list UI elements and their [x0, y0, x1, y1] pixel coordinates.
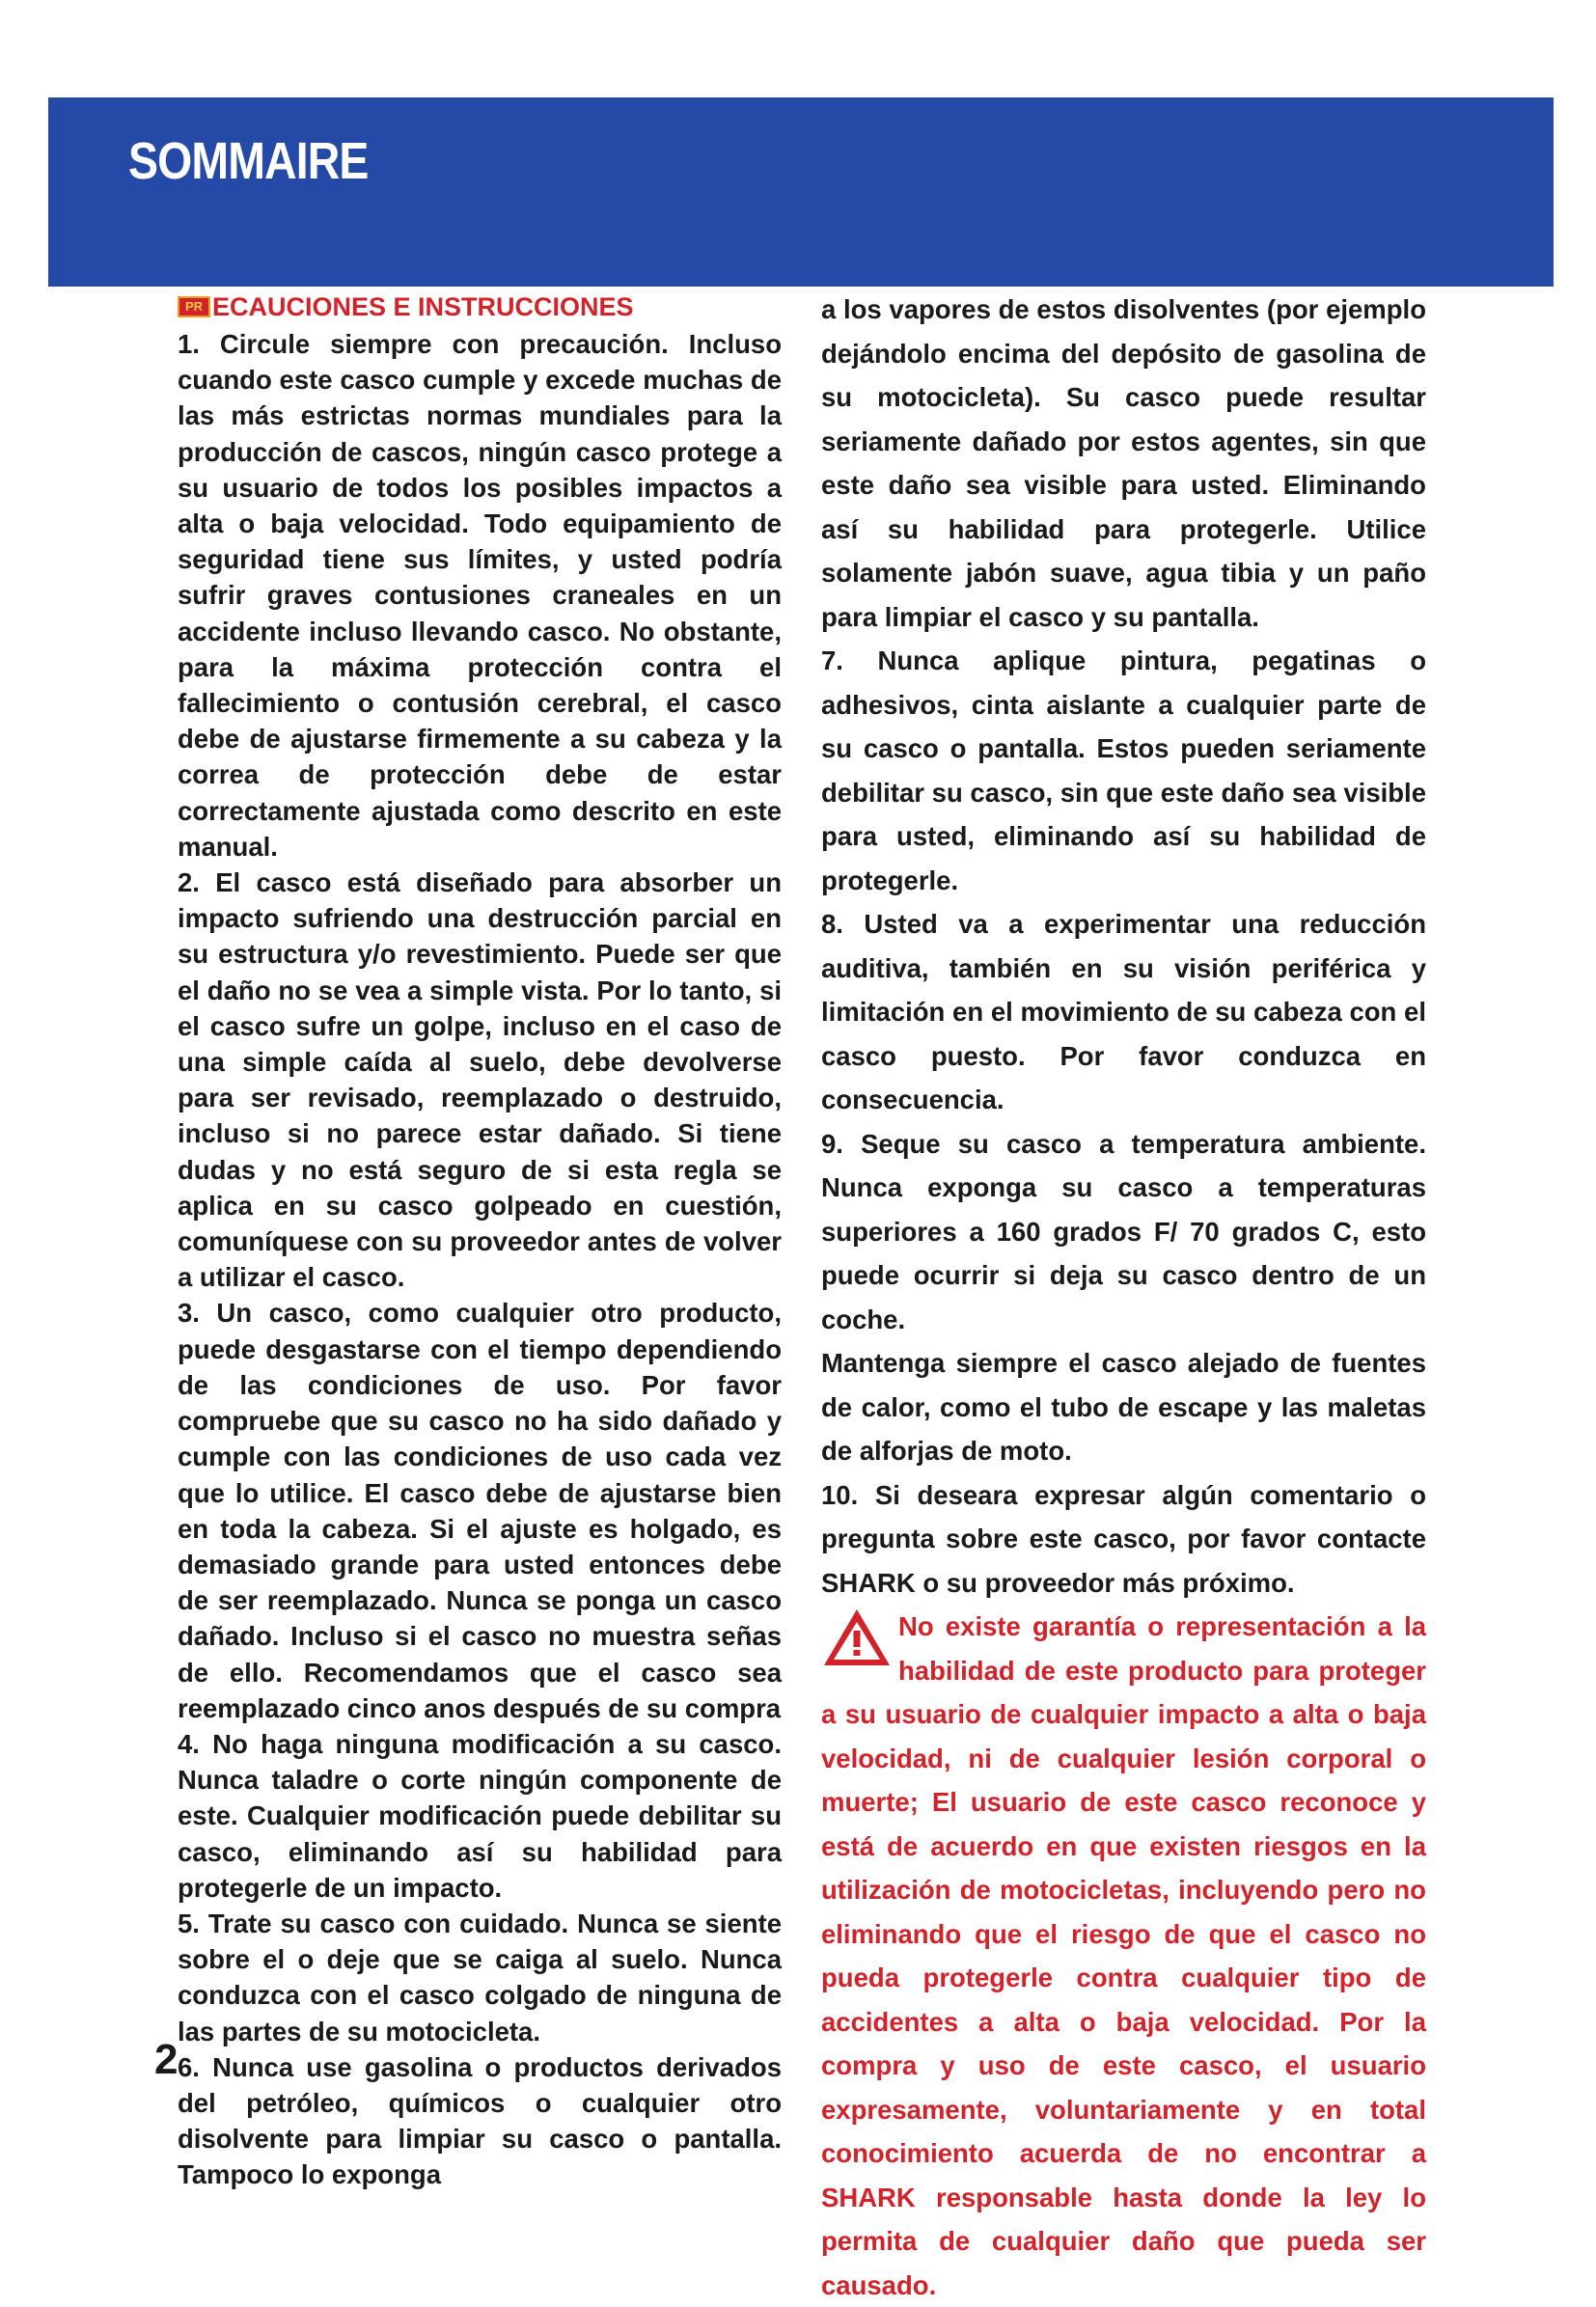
- warning-triangle-icon: [821, 1607, 893, 1668]
- section-heading-text: ECAUCIONES E INSTRUCCIONES: [212, 292, 634, 321]
- instruction-paragraph: 3. Un casco, como cualquier otro producto, puede desgastarse con el tiempo dependiendo de las condiciones de uso. Por favor compruebe que su casco no ha sido dañado y cumple con las condiciones de uso cada vez que lo utilice. El casco debe de ajustarse bien en toda la cabeza. Si el ajuste es holgado, es demasiado grande para usted entonces debe de ser reemplazado. Nunca se ponga un casco dañado. Incluso si el casco no muestra señas de ello. Recomendamos que el casco sea reemplazado cinco anos después de su compra: [178, 1298, 782, 1723]
- instruction-paragraph: 1. Circule siempre con precaución. Incluso cuando este casco cumple y excede muchas de las más estrictas normas mundiales para la producción de cascos, ningún casco protege a su usuario de todos los posibles impactos a alta o baja velocidad. Todo equipamiento de seguridad tiene sus límites, y usted podría sufrir graves contusiones craneales en un accidente incluso llevando casco. No obstante, para la máxima protección contra el fallecimiento o contusión cerebral, el casco debe de ajustarse firmemente a su cabeza y la correa de protección debe de estar correctamente ajustada como descrito en este manual.: [178, 329, 782, 862]
- instruction-paragraph: 6. Nunca use gasolina o productos derivados del petróleo, químicos o cualquier otro disolvente para limpiar su casco o pantalla. Tampoco lo exponga: [178, 2051, 782, 2190]
- instruction-paragraph: Mantenga siempre el casco alejado de fuentes de calor, como el tubo de escape y las maletas de alforjas de moto.: [821, 1348, 1426, 1466]
- warning-block: [821, 1605, 1426, 2307]
- instruction-paragraph: 2. El casco está diseñado para absorber un impacto sufriendo una destrucción parcial en su estructura y/o revestimiento. Puede ser que el daño no se vea a simple vista. Por lo tanto, si el casco sufre un golpe, incluso en el caso de una simple caída al suelo, debe devolverse para ser revisado, reemplazado o destruido, incluso si no parece estar dañado. Si tiene dudas y no está seguro de si esta regla se aplica en su casco golpeado en cuestión, comuníquese con su proveedor antes de volver a utilizar el casco.: [178, 867, 782, 1293]
- pr-logo-icon: PR: [178, 296, 210, 317]
- instruction-paragraph: 7. Nunca aplique pintura, pegatinas o adhesivos, cinta aislante a cualquier parte de su casco o pantalla. Estos pueden seriamente debilitar su casco, sin que este daño sea visible para usted, eliminando así su habilidad de protegerle.: [821, 645, 1426, 895]
- instruction-paragraph: a los vapores de estos disolventes (por ejemplo dejándolo encima del depósito de gasolina de su motocicleta). Su casco puede resultar seriamente dañado por estos agentes, sin que este daño sea visible para usted. Eliminando así su habilidad para protegerle. Utilice solamente jabón suave, agua tibia y un paño para limpiar el casco y su pantalla.: [821, 294, 1426, 632]
- instruction-paragraph: 10. Si deseara expresar algún comentario o pregunta sobre este casco, por favor contacte SHARK o su proveedor más próximo.: [821, 1479, 1426, 1598]
- page-number: 2: [154, 2036, 179, 2083]
- right-column: [821, 288, 1426, 2307]
- page-title: SOMMAIRE: [128, 132, 369, 190]
- warning-text: No existe garantía o representación a la habilidad de este producto para proteger a su usuario de cualquier impacto a alta o baja velocidad, ni de cualquier lesión corporal o muerte; El usuario de este casco reconoce y está de acuerdo en que existen riesgos en la utilización de motocicletas, incluyendo pero no eliminando que el riesgo de que el casco no pueda protegerle contra cualquier tipo de accidentes a alta o baja velocidad. Por la compra y uso de este casco, el usuario expresamente, voluntariamente y en total conocimiento acuerda de no encontrar a SHARK responsable hasta donde la ley lo permita de cualquier daño que pueda ser causado.: [821, 1611, 1426, 2300]
- section-heading: [178, 288, 782, 326]
- instruction-paragraph: 9. Seque su casco a temperatura ambiente. Nunca exponga su casco a temperaturas superiores a 160 grados F/ 70 grados C, esto puede ocurrir si deja su casco dentro de un coche.: [821, 1128, 1426, 1334]
- instruction-paragraph: 8. Usted va a experimentar una reducción auditiva, también en su visión periférica y limitación en el movimiento de su cabeza con el casco puesto. Por favor conduzca en consecuencia.: [821, 909, 1426, 1114]
- header-band: [48, 97, 1554, 287]
- instruction-paragraph: 5. Trate su casco con cuidado. Nunca se siente sobre el o deje que se caiga al suelo. Nunca conduzca con el casco colgado de ninguna de las partes de su motocicleta.: [178, 1908, 782, 2046]
- instruction-paragraph: 4. No haga ninguna modificación a su casco. Nunca taladre o corte ningún componente de este. Cualquier modificación puede debilitar su casco, eliminando así su habilidad para protegerle de un impacto.: [178, 1728, 782, 1903]
- left-column: [178, 288, 782, 2193]
